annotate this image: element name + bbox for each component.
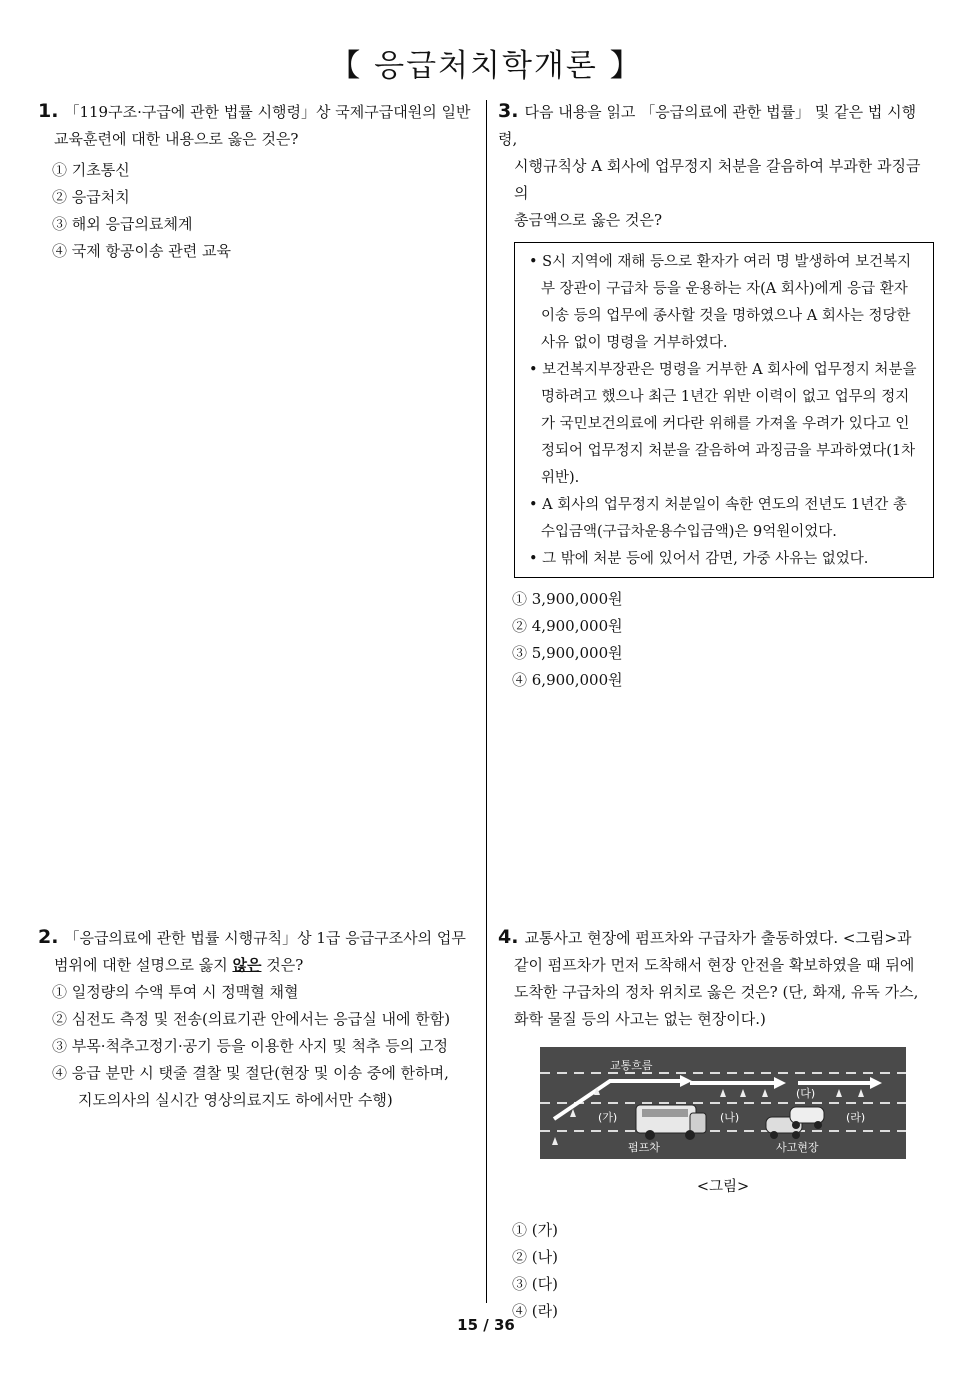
question-2: 2. 「응급의료에 관한 법률 시행규칙」상 1급 응급구조사의 업무 범위에 대한 설명으로 옳지 않은 것은? ① 일정량의 수액 투여 시 정맥혈 채혈 ② 심전도 측정 및 전송(의료기관 안에서는 응급실 내에 한함) ③ 부목·척추고정기·공기 등을 이용한 사지 및 척추 등의 고정 ④ 응급 분만 시 탯줄 결찰 및 절단(현장 및 이송 중에 한하며, 지도의사의 실시간 영상의료지도 하에서만 수행) (38, 924, 478, 1114)
question-2-number: 2. (38, 926, 59, 948)
scenario-box (514, 242, 934, 578)
column-divider (486, 100, 487, 1303)
traffic-figure (540, 1047, 906, 1201)
question-4: 4. 교통사고 현장에 펌프차와 구급차가 출동하였다. <그림>과 같이 펌프차가 먼저 도착해서 현장 안전을 확보하였을 때 뒤에 도착한 구급차의 정차 위치로 옳은 것은? (단, 화재, 유독 가스, 화학 물질 등의 사고는 없는 현장이다.) 교통흐름 (가) (나) (다) (라) 펌프차 사고현장 <그림> ① (가) ② (나) ③ (다) ④ (라) (498, 924, 934, 1325)
question-2-option-3[interactable]: ③ 부목·척추고정기·공기 등을 이용한 사지 및 척추 등의 고정 (52, 1037, 448, 1055)
question-4-option-2[interactable]: ② (나) (512, 1248, 558, 1266)
question-3-option-4[interactable]: ④ 6,900,000원 (512, 671, 623, 689)
scenario-bullet: • S시 지역에 재해 등으로 환자가 여러 명 발생하여 보건복지부 장관이 구급차 등을 운용하는 자(A 회사)에게 응급 환자 이송 등의 업무에 종사할 것을 명하였으나 A 회사는 정당한 사유 없이 명령을 거부하였다. (529, 254, 912, 351)
question-4-option-3[interactable]: ③ (다) (512, 1275, 558, 1293)
question-2-option-4-continued: 지도의사의 실시간 영상의료지도 하에서만 수행) (78, 1091, 393, 1109)
question-1-option-2[interactable]: ② 응급처치 (52, 188, 130, 206)
question-2-option-1[interactable]: ① 일정량의 수액 투여 시 정맥혈 채혈 (52, 983, 299, 1001)
question-2-option-4[interactable]: ④ 응급 분만 시 탯줄 결찰 및 절단(현장 및 이송 중에 한하며, (52, 1064, 449, 1082)
question-1-option-3[interactable]: ③ 해외 응급의료체계 (52, 215, 193, 233)
question-3-option-2[interactable]: ② 4,900,000원 (512, 617, 623, 635)
question-1-option-4[interactable]: ④ 국제 항공이송 관련 교육 (52, 242, 231, 260)
question-3-number: 3. (498, 100, 519, 122)
emphasis-not: 않은 (232, 956, 262, 974)
accident-scene-label: 사고현장 (776, 1141, 819, 1154)
question-2-option-2[interactable]: ② 심전도 측정 및 전송(의료기관 안에서는 응급실 내에 한함) (52, 1010, 451, 1028)
page-number: 15 / 36 (457, 1316, 515, 1334)
question-1-number: 1. (38, 100, 59, 122)
road-diagram (540, 1047, 906, 1159)
question-3-option-1[interactable]: ① 3,900,000원 (512, 590, 623, 608)
question-4-option-1[interactable]: ① (가) (512, 1221, 558, 1239)
traffic-flow-label: 교통흐름 (610, 1059, 653, 1072)
scenario-bullet: • 보건복지부장관은 명령을 거부한 A 회사에 업무정지 처분을 명하려고 했으나 최근 1년간 위반 이력이 없고 업무의 정지가 국민보건의료에 커다란 위해를 가져올 우려가 있다고 인정되어 업무정지 처분을 갈음하여 과징금을 부과하였다(1차 위반). (529, 362, 917, 486)
question-3-option-3[interactable]: ③ 5,900,000원 (512, 644, 623, 662)
scenario-bullet: • A 회사의 업무정지 처분일이 속한 연도의 전년도 1년간 총 수입금액(구급차운용수입금액)은 9억원이었다. (529, 497, 907, 540)
question-4-option-4[interactable]: ④ (라) (512, 1302, 558, 1320)
pump-truck-label: 펌프차 (628, 1141, 660, 1154)
position-ra-label: (라) (846, 1111, 866, 1124)
scenario-bullet: • 그 밖에 처분 등에 있어서 감면, 가중 사유는 없었다. (529, 551, 869, 567)
question-1-stem: 1. 「119구조·구급에 관한 법률 시행령」상 국제구급대원의 일반 (38, 100, 471, 122)
question-1-option-1[interactable]: ① 기초통신 (52, 161, 130, 179)
question-1: 1. 「119구조·구급에 관한 법률 시행령」상 국제구급대원의 일반 교육훈련에 대한 내용으로 옳은 것은? ① 기초통신 ② 응급처치 ③ 해외 응급의료체계 ④ 국제 항공이송 관련 교육 (38, 98, 478, 265)
page-title: 【 응급처치학개론 】 (329, 48, 643, 84)
figure-caption: <그림> (696, 1179, 750, 1195)
position-na-label: (나) (720, 1111, 740, 1124)
question-4-number: 4. (498, 926, 519, 948)
position-ga-label: (가) (598, 1111, 618, 1124)
question-3: 3. 다음 내용을 읽고 「응급의료에 관한 법률」 및 같은 법 시행령, 시행규칙상 A 회사에 업무정지 처분을 갈음하여 부과한 과징금의 총금액으로 옳은 것은? • S시 지역에 재해 등으로 환자가 여러 명 발생하여 보건복지부 장관이 구급차 등을 운용하는 자(A 회사)에게 응급 환자 이송 등의 업무에 종사할 것을 명하였으나 A 회사는 정당한 사유 없이 명령을 거부하였다. • 보건복지부장관은 명령을 거부한 A 회사에 업무정지 처분을 명하려고 했으나 최근 1년간 위반 이력이 없고 업무의 정지가 국민보건의료에 커다란 위해를 가져올 우려가 있다고 인정되어 업무정지 처분을 갈음하여 과징금을 부과하였다(1차 위반). • A 회사의 업무정지 처분일이 속한 연도의 전년도 1년간 총 수입금액(구급차운용수입금액)은 9억원이었다. • 그 밖에 처분 등에 있어서 감면, 가중 사유는 없었다. ① 3,900,000원 ② 4,900,000원 ③ 5,900,000원 ④ 6,900,000원 (498, 98, 934, 694)
position-da-label: (다) (796, 1087, 816, 1100)
